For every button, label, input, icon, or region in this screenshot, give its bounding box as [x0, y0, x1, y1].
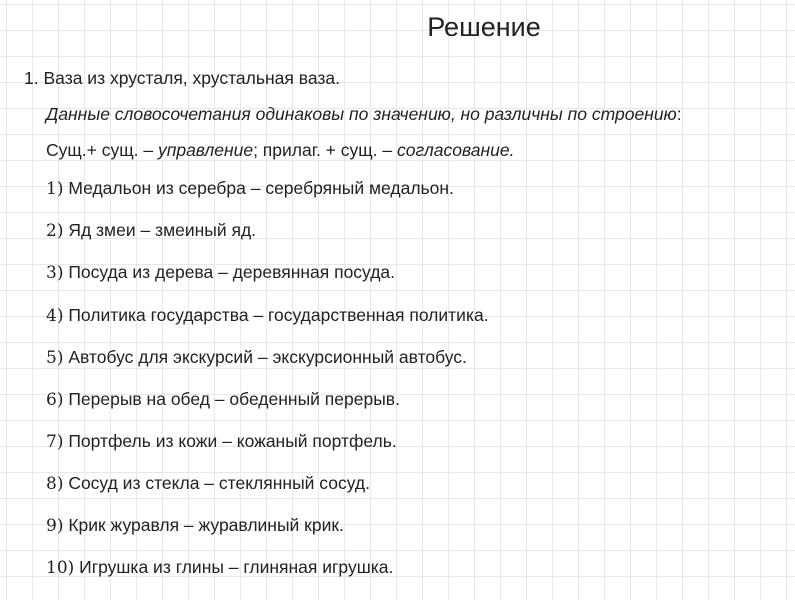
list-item-text: Крик журавля – журавлиный крик.	[63, 515, 344, 535]
task-number: 1.	[24, 68, 39, 88]
pattern-part2-em: согласование.	[397, 140, 515, 160]
list-item-number: 10)	[46, 558, 75, 578]
list-item	[46, 473, 370, 494]
list-item	[46, 220, 256, 241]
list-item-text: Посуда из дерева – деревянная посуда.	[63, 262, 396, 282]
list-item-text: Сосуд из стекла – стеклянный сосуд.	[63, 473, 370, 493]
task-explanation-colon: :	[676, 104, 682, 124]
task-explanation-text: Данные словосочетания одинаковы по значению, но различны по строению	[46, 104, 677, 124]
list-item-text: Медальон из серебра – серебряный медальон.	[63, 178, 454, 198]
list-item-number: 9)	[46, 516, 64, 536]
list-item-number: 7)	[46, 432, 64, 452]
list-item	[46, 178, 454, 199]
pattern-part1: Сущ.+ сущ. –	[46, 140, 158, 160]
list-item-number: 2)	[46, 221, 64, 241]
list-item	[46, 557, 393, 578]
list-item-number: 8)	[46, 474, 64, 494]
pattern-part1-em: управление	[157, 140, 254, 160]
pattern-part2: ; прилаг. + сущ. –	[253, 140, 397, 160]
list-item-number: 1)	[46, 179, 64, 199]
task-first-line	[24, 68, 340, 89]
list-item-text: Автобус для экскурсий – экскурсионный автобус.	[63, 347, 467, 367]
list-item-text: Перерыв на обед – обеденный перерыв.	[63, 389, 400, 409]
list-item-text: Политика государства – государственная политика.	[63, 305, 489, 325]
list-item	[46, 515, 344, 536]
list-item-number: 3)	[46, 263, 64, 283]
task-first-line-text: Ваза из хрусталя, хрустальная ваза.	[43, 68, 340, 88]
task-explanation	[46, 104, 682, 125]
list-item-number: 5)	[46, 348, 64, 368]
list-item	[46, 305, 489, 326]
list-item-number: 6)	[46, 390, 64, 410]
list-item-text: Портфель из кожи – кожаный портфель.	[63, 431, 397, 451]
list-item	[46, 431, 397, 452]
list-item-number: 4)	[46, 306, 64, 326]
task-pattern	[46, 140, 514, 161]
list-item	[46, 389, 400, 410]
list-item	[46, 262, 395, 283]
list-item-text: Яд змеи – змеиный яд.	[63, 220, 257, 240]
list-item-text: Игрушка из глины – глиняная игрушка.	[74, 557, 394, 577]
list-item	[46, 347, 467, 368]
page-title: Решение	[427, 12, 541, 42]
